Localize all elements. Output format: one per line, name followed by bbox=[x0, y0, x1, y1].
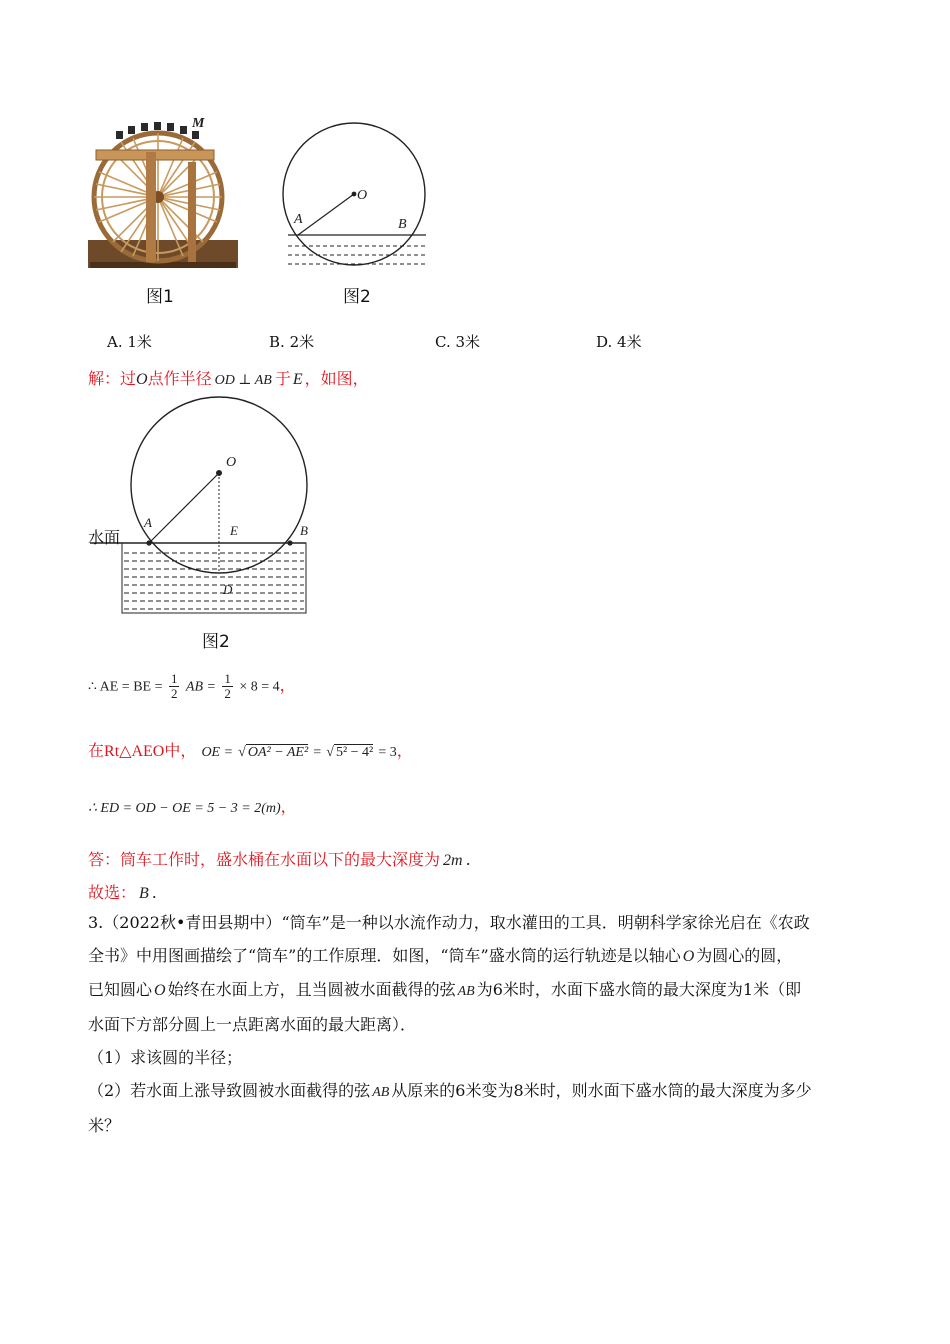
fig3-label-b: B bbox=[300, 523, 308, 538]
fig2-label-b: B bbox=[398, 217, 407, 232]
solution-circle-diagram bbox=[88, 395, 318, 625]
problem-3-question-2: （2）若水面上涨导致圆被水面截得的弦 AB 从原来的6米变为8米时，则水面下盛水筒的最大深度为多少 bbox=[88, 1081, 812, 1100]
solution-intro: 解：过O点作半径 OD ⊥ AB 于 E ，如图， bbox=[88, 369, 369, 388]
fig3-label-o: O bbox=[226, 455, 237, 470]
option-d: D. 4米 bbox=[596, 333, 642, 351]
solution-line-2: 在Rt△AEO中， OE = √ OA² − AE² = √ 5² − 4² = 3， bbox=[88, 741, 413, 760]
fig2-label-o: O bbox=[357, 188, 368, 203]
problem-3 bbox=[88, 906, 868, 1142]
option-c: C. 3米 bbox=[435, 333, 481, 351]
problem-3-line-3: 已知圆心 O 始终在水面上方，且当圆被水面截得的弦 AB 为6米时，水面下盛水筒的最大深度为1米（即 bbox=[88, 980, 802, 999]
figure-1 bbox=[88, 112, 238, 272]
fig2-label-a: A bbox=[294, 212, 303, 227]
problem-3-question-2-cont: 米？ bbox=[88, 1116, 121, 1135]
solution-line-1: ∴ AE = BE = $\frac{1}{2}$ AB = $\frac{1}{2}$ × 8 = 4， bbox=[88, 671, 296, 701]
figure-3 bbox=[88, 395, 318, 655]
option-b: B. 2米 bbox=[269, 333, 315, 351]
figure-2 bbox=[280, 118, 440, 273]
problem-3-line-1: 3.（2022秋•青田县期中）“筒车”是一种以水流作动力，取水灌田的工具．明朝科学家徐光启在《农政 bbox=[88, 913, 810, 932]
problem-3-line-2: 全书》中用图画描绘了“筒车”的工作原理．如图，“筒车”盛水筒的运行轨迹是以轴心 O 为圆心的圆， bbox=[88, 946, 793, 965]
option-a: A. 1米 bbox=[107, 333, 152, 351]
fig3-label-a: A bbox=[144, 515, 152, 530]
solution-line-3: ∴ ED = OD − OE = 5 − 3 = 2(m)， bbox=[88, 797, 297, 816]
fig3-caption: 图2 bbox=[202, 632, 230, 652]
problem-3-line-4: 水面下方部分圆上一点距离水面的最大距离）． bbox=[88, 1015, 417, 1034]
fig3-label-d: D bbox=[223, 582, 233, 597]
problem-3-question-1: （1）求该圆的半径； bbox=[88, 1048, 243, 1067]
water-wheel-illustration bbox=[88, 112, 238, 272]
solution-answer: 答：筒车工作时，盛水桶在水面以下的最大深度为 2m . bbox=[88, 850, 471, 869]
fig2-caption: 图2 bbox=[343, 287, 371, 307]
solution-choice: 故选： B . bbox=[88, 883, 157, 902]
fig1-caption: 图1 bbox=[146, 287, 174, 307]
water-label: 水面 bbox=[88, 528, 121, 547]
fig1-label-m: M bbox=[192, 116, 205, 131]
fig3-label-e: E bbox=[230, 523, 238, 538]
